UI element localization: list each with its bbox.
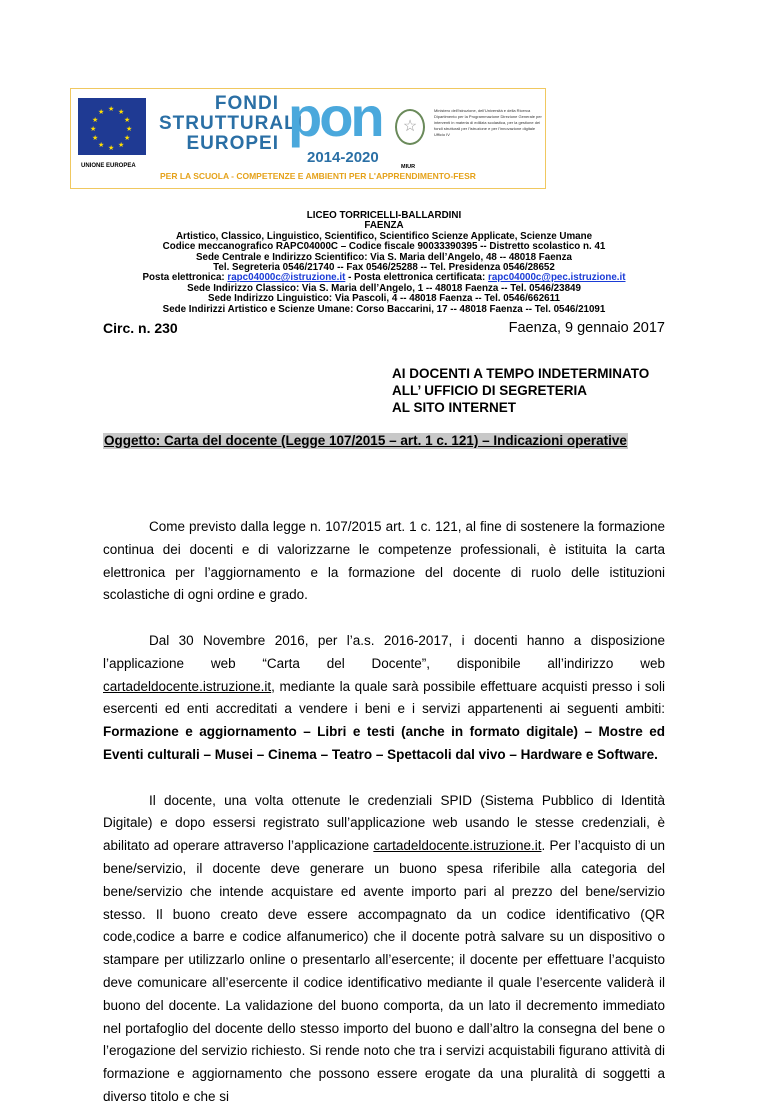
miur-label: MIUR (401, 164, 416, 170)
text: . Per l’acquisto di un bene/servizio, il docente deve generare un buono spesa riferibile alla categoria del bene/servizio che intende acquistare ed avente importo pari al prezzo del bene/servizio stesso. Il buono creato deve essere accompagnato da un codice identificativo (QR code,codice a barre e codice alfanumerico) che il docente potrà salvare su un dispositivo o stampare per utilizzarlo online o presentarlo all’esercente; il docente per effettuare l’acquisto deve comunicare all’esercente il codice identificativo mediante il quale l’esercente validerà il buono del docente. La validazione del buono comporta, da un lato il decremento immediato nel portafoglio del docente dello stesso importo del buono e dall’altro la consegna del bene o l’erogazione del servizio richiesto. Si rende noto che tra i servizi acquistabili figurano attività di formazione e aggiornamento che possono essere erogate da una pluralità di soggetti a diverso titolo e che si (103, 838, 665, 1104)
fondi-line: STRUTTURALI (159, 113, 303, 134)
ambiti-list: Formazione e aggiornamento – Libri e testi (anche in formato digitale) – Mostre ed Eventi culturali – Musei – Cinema – Teatro – Spettacoli dal vivo – Hardware e Software. (103, 724, 665, 762)
email-link[interactable]: rapc04000c@istruzione.it (227, 272, 346, 284)
circular-date: Faenza, 9 gennaio 2017 (508, 320, 665, 336)
fondi-logo (159, 93, 303, 154)
school-info-line: Tel. Segreteria 0546/21740 -- Fax 0546/25288 -- Tel. Presidenza 0546/28652 (213, 262, 555, 274)
school-info-line: Sede Indirizzo Classico: Via S. Maria dell’Angelo, 1 -- 48018 Faenza -- Tel. 0546/23849 (187, 282, 581, 294)
pon-logo: pon (288, 85, 382, 148)
school-city: FAENZA (364, 220, 404, 232)
school-header (0, 211, 768, 315)
school-name: LICEO TORRICELLI-BALLARDINI (306, 210, 462, 221)
email-label: Posta elettronica: (142, 272, 228, 284)
school-info-line: Sede Indirizzi Artistico e Scienze Umane: Corso Baccarini, 17 -- 48018 Faenza -- Tel. 0546/21091 (162, 303, 606, 315)
fondi-line: FONDI (214, 93, 279, 114)
school-info-line: Sede Centrale e Indirizzo Scientifico: Via S. Maria dell’Angelo, 48 -- 48018 Faenza (195, 251, 573, 263)
cartadeldocente-link[interactable]: cartadeldocente.istruzione.it (373, 838, 542, 854)
circular-number: Circ. n. 230 (103, 320, 178, 336)
paragraph (103, 790, 665, 1109)
miur-text: Ministero dell'Istruzione, dell'Università e della Ricerca Dipartimento per la Programmazione Direzione Generale per interventi in materia di edilizia scolastica, per la gestione dei fondi strutturali per l'istruzione e per l'innovazione digitale Ufficio IV (434, 108, 542, 137)
recipient: ALL’ UFFICIO DI SEGRETERIA (392, 383, 588, 398)
pon-subtitle: PER LA SCUOLA - COMPETENZE E AMBIENTI PER L'APPRENDIMENTO-FESR (160, 171, 476, 181)
text: , mediante la quale sarà possibile effettuare acquisti presso i soli esercenti ed enti accreditati a vendere i beni e i servizi appartenenti ai seguenti ambiti: (103, 678, 665, 717)
school-info-line: Artistico, Classico, Linguistico, Scientifico, Scientifico Scienze Applicate, Scienze Umane (175, 230, 593, 242)
body-text (103, 516, 665, 1109)
italian-emblem-icon: ☆ (395, 109, 425, 145)
recipient: AI DOCENTI A TEMPO INDETERMINATO (392, 366, 650, 381)
school-info-line: Sede Indirizzo Linguistico: Via Pascoli, 4 -- 48018 Faenza -- Tel. 0546/662611 (208, 293, 560, 305)
pec-label: - Posta elettronica certificata: (345, 272, 488, 284)
pon-years: 2014-2020 (307, 149, 379, 166)
school-info-line: Codice meccanografico RAPC04000C – Codice fiscale 90033390395 -- Distretto scolastico n. 41 (162, 241, 606, 253)
subject: Oggetto: Carta del docente (Legge 107/2015 – art. 1 c. 121) – Indicazioni operative (104, 433, 627, 448)
eu-flag-icon: ★ ★ ★ ★ ★ ★ ★ ★ ★ ★ ★ ★ (78, 98, 146, 155)
paragraph (103, 630, 665, 767)
text: Il docente, una volta ottenute le credenziali SPID (Sistema Pubblico di Identità Digitale) e dopo essersi registrato sull’applicazione web usando le stesse credenziali, è abilitato ad operare attraverso l’applicazione (103, 792, 665, 854)
pon-banner (70, 85, 546, 189)
eu-label: UNIONE EUROPEA (81, 163, 136, 169)
recipients (392, 365, 649, 416)
pec-link[interactable]: rapc04000c@pec.istruzione.it (488, 272, 626, 284)
recipient: AL SITO INTERNET (392, 400, 517, 415)
paragraph: Come previsto dalla legge n. 107/2015 art. 1 c. 121, al fine di sostenere la formazione continua dei docenti e di valorizzarne le competenze professionali, è istituita la carta elettronica per l’aggiornamento e la formazione del docente di ruolo delle istituzioni scolastiche di ogni ordine e grado. (103, 519, 665, 603)
cartadeldocente-link[interactable]: cartadeldocente.istruzione.it (103, 678, 272, 694)
text: Dal 30 Novembre 2016, per l’a.s. 2016-2017, i docenti hanno a disposizione l’applicazione web “Carta del Docente”, disponibile all’indirizzo web (103, 632, 665, 671)
fondi-line: EUROPEI (186, 133, 279, 154)
